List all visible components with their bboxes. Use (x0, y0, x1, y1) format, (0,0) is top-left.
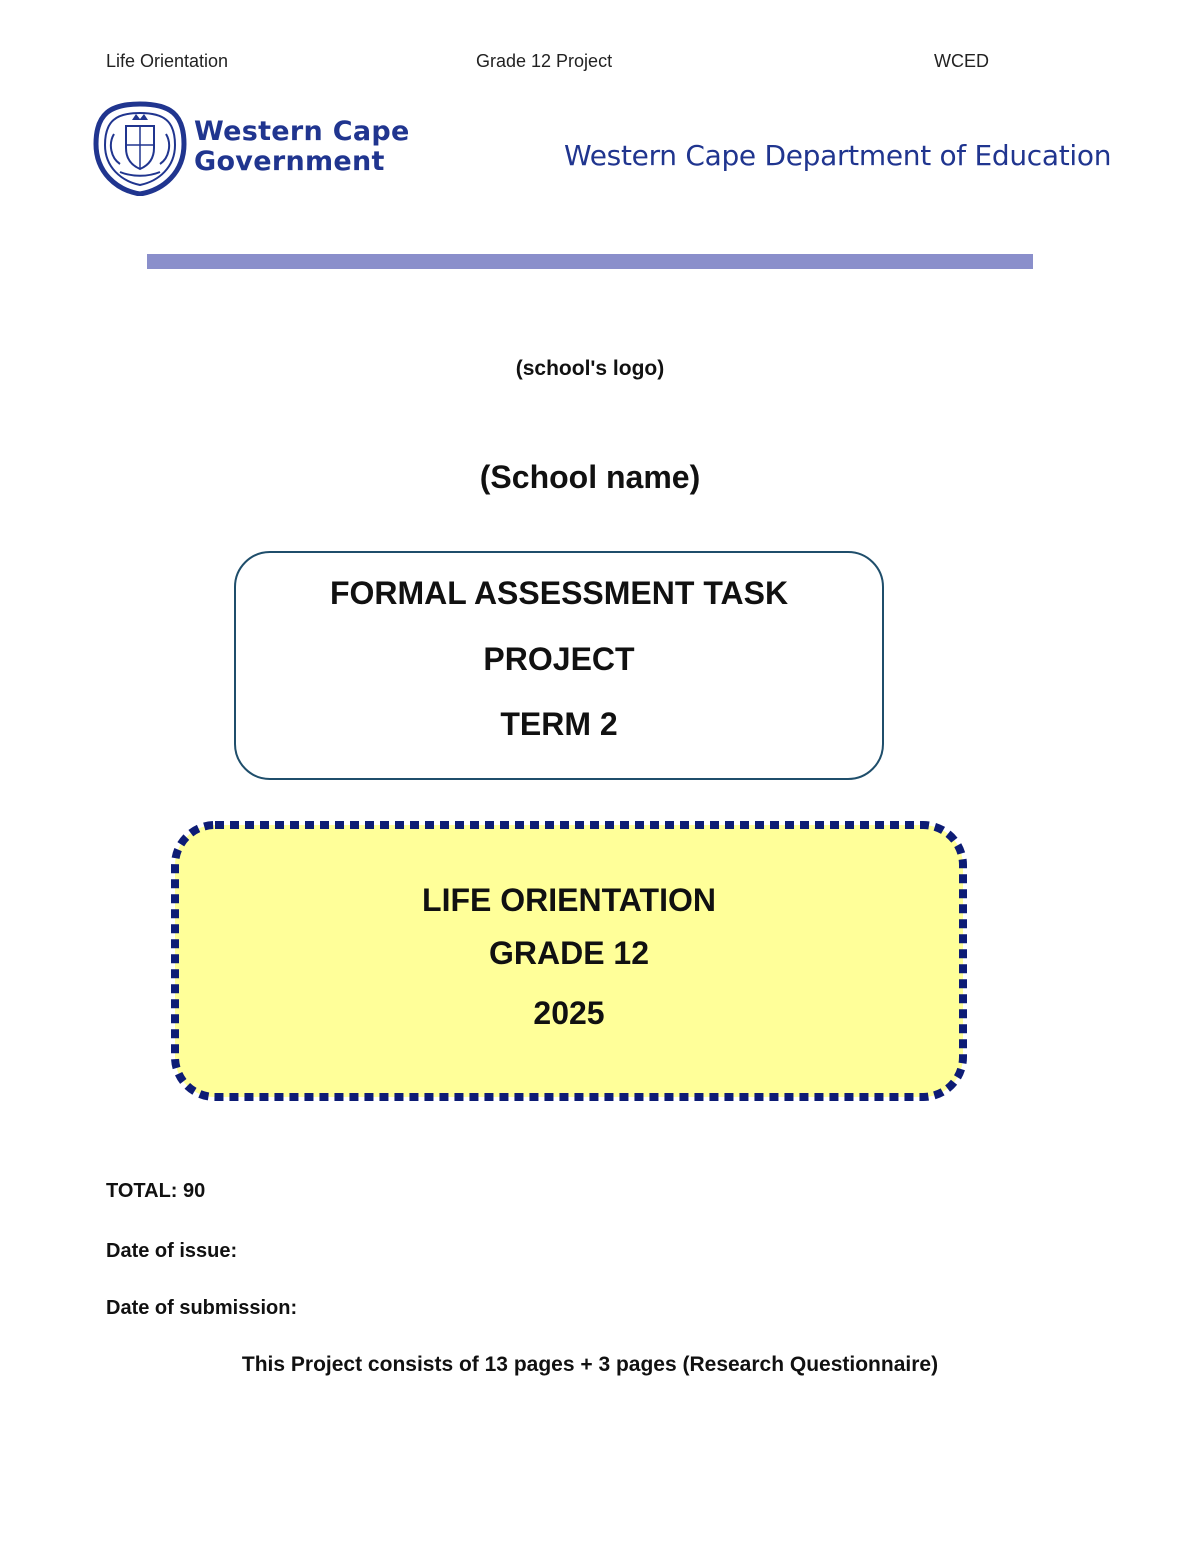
government-name-line1: Western Cape (194, 116, 410, 147)
school-name-placeholder: (School name) (479, 459, 701, 495)
header-divider-bar (147, 254, 1033, 269)
task-category: PROJECT (483, 641, 635, 677)
header-department-code: WCED (934, 51, 989, 71)
date-of-submission-label: Date of submission: (106, 1297, 298, 1319)
subject-info-box (166, 816, 972, 1106)
school-logo-placeholder: (school's logo) (515, 357, 665, 380)
task-info-box (234, 551, 884, 780)
government-name-line2: Government (194, 146, 385, 177)
task-term: TERM 2 (500, 706, 618, 742)
department-title: Western Cape Department of Education (564, 139, 1112, 172)
western-cape-coat-of-arms-logo (92, 100, 188, 196)
task-type-title: FORMAL ASSESSMENT TASK (329, 575, 789, 611)
subject-year: 2025 (533, 995, 605, 1031)
date-of-issue-label: Date of issue: (106, 1240, 238, 1262)
total-marks: TOTAL: 90 (106, 1180, 206, 1202)
subject-name: LIFE ORIENTATION (422, 882, 716, 918)
subject-grade: GRADE 12 (488, 935, 650, 971)
header-document-type: Grade 12 Project (476, 51, 613, 71)
header-subject: Life Orientation (106, 51, 229, 71)
page-count-note: This Project consists of 13 pages + 3 pages (Research Questionnaire) (241, 1353, 939, 1376)
